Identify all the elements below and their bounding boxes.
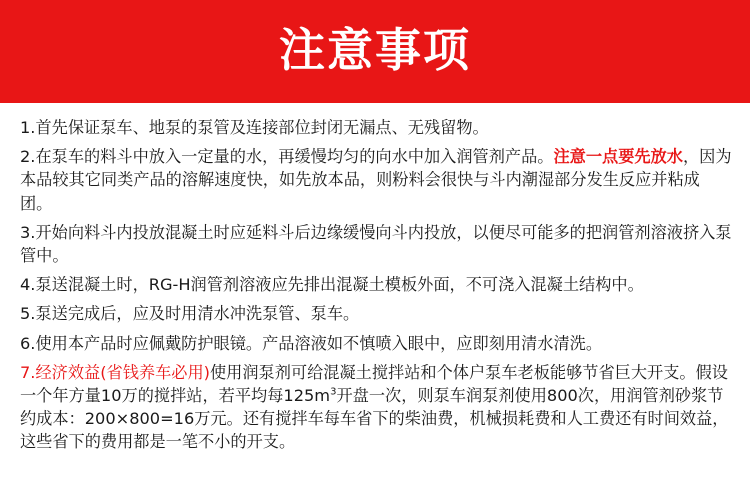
- notice-item-7-text-cont: 开盘一次，则泵车润泵剂使用800次，用润管剂砂浆节约成本：200×800=16万元。还有搅拌车每车省下的柴油费，机械损耗费和人工费还有时间效益，这些省下的费用都是一笔不小的开支。: [20, 386, 729, 452]
- cubic-superscript: 3: [330, 386, 337, 398]
- notice-item-2-text-cont: ，因为本品较其它同类产品的溶解速度快，如先放本品，则粉料会很快与斗内潮湿部分发生反应并粘成团。: [20, 147, 732, 213]
- notice-item-2-emphasis: 注意一点要先放水: [553, 147, 683, 167]
- notice-item-3: 3.开始向料斗内投放混凝土时应延料斗后边缘缓慢向斗内投放，以便尽可能多的把润管剂溶液挤入泵管中。: [20, 222, 732, 266]
- header-banner: [0, 0, 750, 103]
- notice-item-5: 5.泵送完成后，应及时用清水冲洗泵管、泵车。: [20, 304, 360, 324]
- notice-list: [20, 116, 732, 454]
- notice-item-1: 1.首先保证泵车、地泵的泵管及连接部位封闭无漏点、无残留物。: [20, 118, 489, 137]
- notice-item-7-text: 使用润泵剂可给混凝土搅拌站和个体户泵车老板能够节省巨大开支。假设一个年方量10万的搅拌站，若平均每125m: [20, 362, 728, 406]
- notice-item-7-highlight: 7.经济效益(省钱养车必用): [20, 362, 210, 382]
- notice-item-7: [20, 361, 732, 454]
- page-title: 注意事项: [279, 22, 471, 77]
- notice-item-2-text: 2.在泵车的料斗中放入一定量的水，再缓慢均匀的向水中加入润管剂产品。: [20, 147, 554, 167]
- notice-item-6: 6.使用本产品时应佩戴防护眼镜。产品溶液如不慎喷入眼中，应即刻用清水清洗。: [20, 333, 603, 353]
- notice-item-2: [20, 145, 732, 215]
- notice-item-4: 4.泵送混凝土时，RG-H润管剂溶液应先排出混凝土模板外面，不可浇入混凝土结构中。: [20, 275, 644, 295]
